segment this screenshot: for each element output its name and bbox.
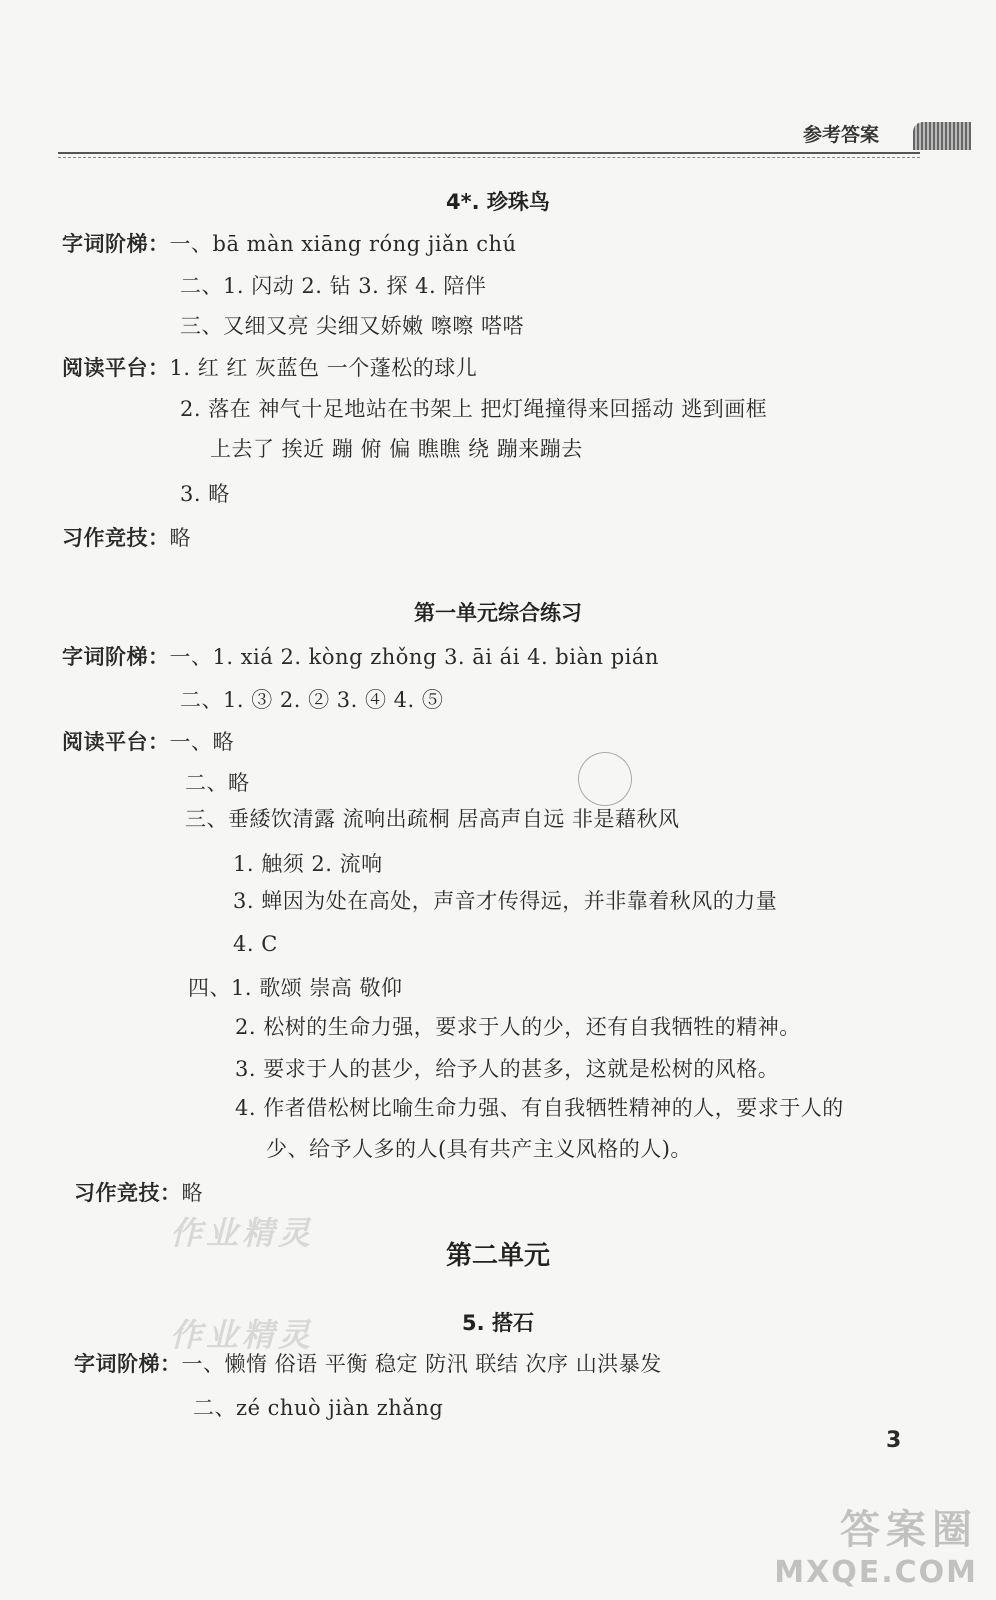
watermark-text: 作业精灵 bbox=[170, 1214, 315, 1252]
section-title-pearl-bird: 4*. 珍珠鸟 bbox=[446, 190, 550, 214]
answer-row: 3. 要求于人的甚少，给予人的甚多，这就是松树的风格。 bbox=[235, 1057, 780, 1081]
answer-row: 2. 松树的生命力强，要求于人的少，还有自我牺牲的精神。 bbox=[235, 1015, 801, 1039]
answer-row: 字词阶梯：一、懒惰 俗语 平衡 稳定 防汛 联结 次序 山洪暴发 bbox=[74, 1352, 662, 1376]
answer-row: 2. 落在 神气十足地站在书架上 把灯绳撞得来回摇动 逃到画框 bbox=[180, 397, 768, 421]
answer-row: 二、zé chuò jiàn zhǎng bbox=[193, 1396, 444, 1420]
answer-row: 二、略 bbox=[185, 771, 250, 795]
answer-row: 少、给予人多的人(具有共产主义风格的人)。 bbox=[266, 1137, 692, 1161]
answer-row: 1. 触须 2. 流响 bbox=[233, 852, 383, 876]
watermark-site-logo: 答案圈 MXQE.COM bbox=[774, 1507, 978, 1590]
header-tab-decoration bbox=[913, 122, 971, 150]
answer-row: 阅读平台：一、略 bbox=[62, 730, 234, 754]
header-label: 参考答案 bbox=[803, 124, 880, 146]
answer-row: 4. 作者借松树比喻生命力强、有自我牺牲精神的人，要求于人的 bbox=[235, 1096, 844, 1120]
answer-row: 字词阶梯：一、1. xiá 2. kòng zhǒng 3. āi ái 4. biàn pián bbox=[62, 645, 659, 669]
answer-row: 二、1. 闪动 2. 钻 3. 探 4. 陪伴 bbox=[180, 274, 487, 298]
stamp-mark bbox=[573, 747, 637, 811]
answer-row: 三、又细又亮 尖细又娇嫩 嚓嚓 嗒嗒 bbox=[180, 314, 525, 338]
watermark-text: 作业精灵 bbox=[170, 1316, 315, 1354]
answer-row: 习作竞技：略 bbox=[74, 1181, 203, 1205]
answer-row: 3. 略 bbox=[180, 482, 230, 506]
answer-row: 习作竞技：略 bbox=[62, 526, 191, 550]
section-title-unit1-review: 第一单元综合练习 bbox=[414, 601, 582, 625]
unit-title-unit2: 第二单元 bbox=[445, 1241, 550, 1271]
answer-row: 二、1. ③ 2. ② 3. ④ 4. ⑤ bbox=[180, 688, 444, 712]
answer-row: 上去了 挨近 蹦 俯 偏 瞧瞧 绕 蹦来蹦去 bbox=[210, 437, 583, 461]
answer-row: 字词阶梯：一、bā màn xiāng róng jiǎn chú bbox=[62, 232, 517, 256]
answer-row: 四、1. 歌颂 崇高 敬仰 bbox=[188, 976, 403, 1000]
answer-row: 三、垂緌饮清露 流响出疏桐 居高声自远 非是藉秋风 bbox=[185, 807, 680, 831]
header-rule-dashed bbox=[58, 157, 920, 158]
answer-row: 阅读平台：1. 红 红 灰蓝色 一个蓬松的球儿 bbox=[62, 356, 478, 380]
section-title-stepping-stones: 5. 搭石 bbox=[462, 1311, 534, 1335]
page-number: 3 bbox=[886, 1428, 902, 1453]
answer-row: 3. 蝉因为处在高处，声音才传得远，并非靠着秋风的力量 bbox=[233, 889, 778, 913]
answer-row: 4. C bbox=[233, 932, 278, 956]
header-rule bbox=[58, 152, 920, 154]
